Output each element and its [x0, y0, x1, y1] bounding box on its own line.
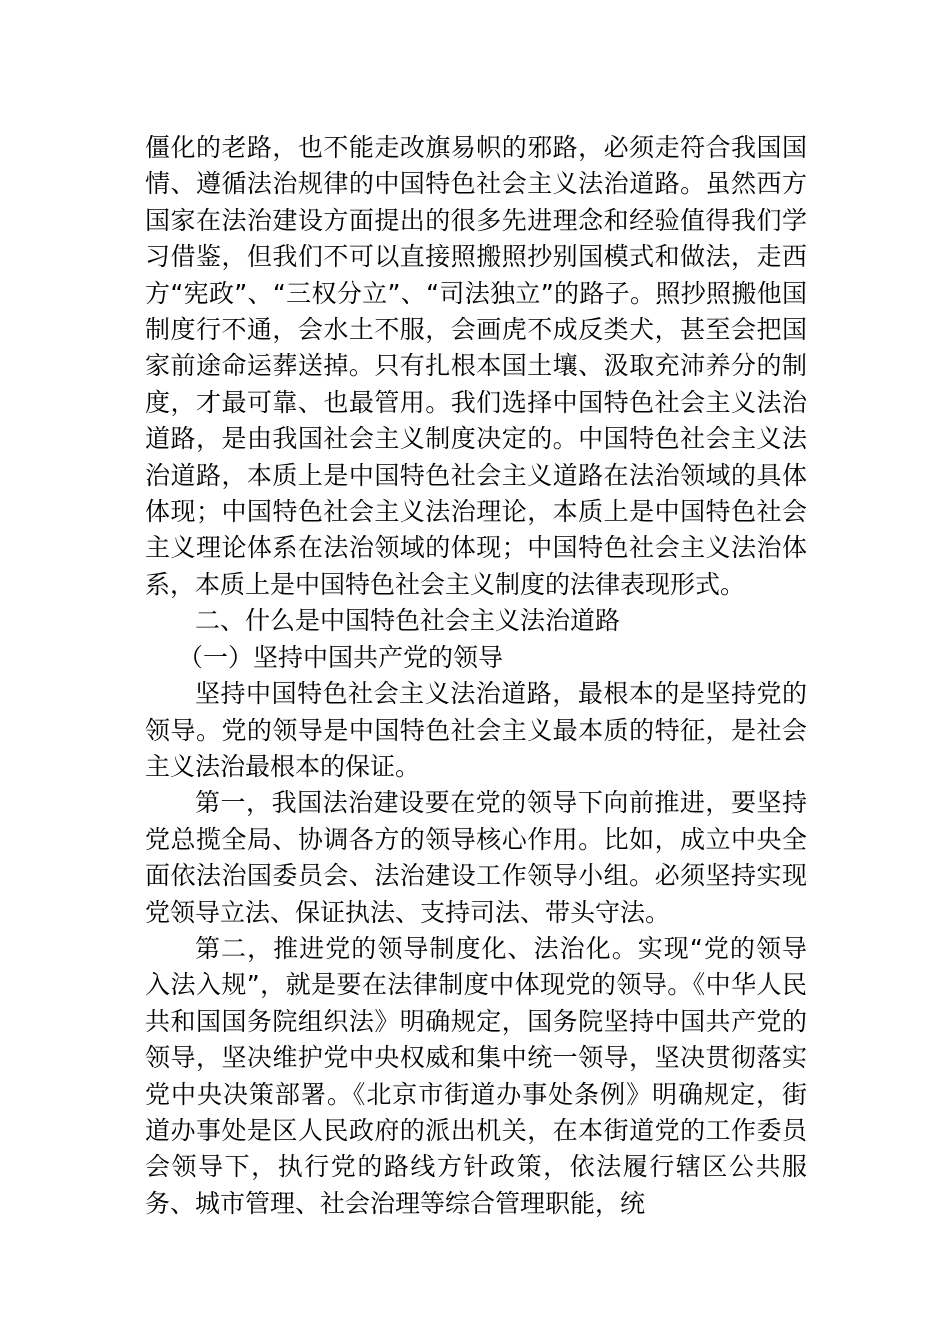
subsection-heading: （一）坚持中国共产党的领导 — [178, 642, 504, 672]
section-heading: 二、什么是中国特色社会主义法治道路 — [195, 606, 621, 636]
document-body — [145, 130, 807, 1222]
body-paragraph: 第一，我国法治建设要在党的领导下向前推进，要坚持党总揽全局、协调各方的领导核心作用。比如，成立中央全面依法治国委员会、法治建设工作领导小组。必须坚持实现党领导立法、保证执法、支持司法、带头守法。 — [145, 788, 807, 927]
body-paragraph-continued: 僵化的老路，也不能走改旗易帜的邪路，必须走符合我国国情、遵循法治规律的中国特色社会主义法治道路。虽然西方国家在法治建设方面提出的很多先进理念和经验值得我们学习借鉴，但我们不可以直接照搬照抄别国模式和做法，走西方“宪政”、“三权分立”、“司法独立”的路子。照抄照搬他国制度行不通，会水土不服，会画虎不成反类犬，甚至会把国家前途命运葬送掉。只有扎根本国土壤、汲取充沛养分的制度，才最可靠、也最管用。我们选择中国特色社会主义法治道路，是由我国社会主义制度决定的。中国特色社会主义法治道路，本质上是中国特色社会主义道路在法治领域的具体体现；中国特色社会主义法治理论，本质上是中国特色社会主义理论体系在法治领域的体现；中国特色社会主义法治体系，本质上是中国特色社会主义制度的法律表现形式。 — [145, 133, 807, 599]
body-paragraph: 坚持中国特色社会主义法治道路，最根本的是坚持党的领导。党的领导是中国特色社会主义最本质的特征，是社会主义法治最根本的保证。 — [145, 679, 807, 781]
body-paragraph: 第二，推进党的领导制度化、法治化。实现“党的领导入法入规”，就是要在法律制度中体现党的领导。《中华人民共和国国务院组织法》明确规定，国务院坚持中国共产党的领导，坚决维护党中央权威和集中统一领导，坚决贯彻落实党中央决策部署。《北京市街道办事处条例》明确规定，街道办事处是区人民政府的派出机关，在本街道党的工作委员会领导下，执行党的路线方针政策，依法履行辖区公共服务、城市管理、社会治理等综合管理职能，统 — [145, 933, 807, 1218]
